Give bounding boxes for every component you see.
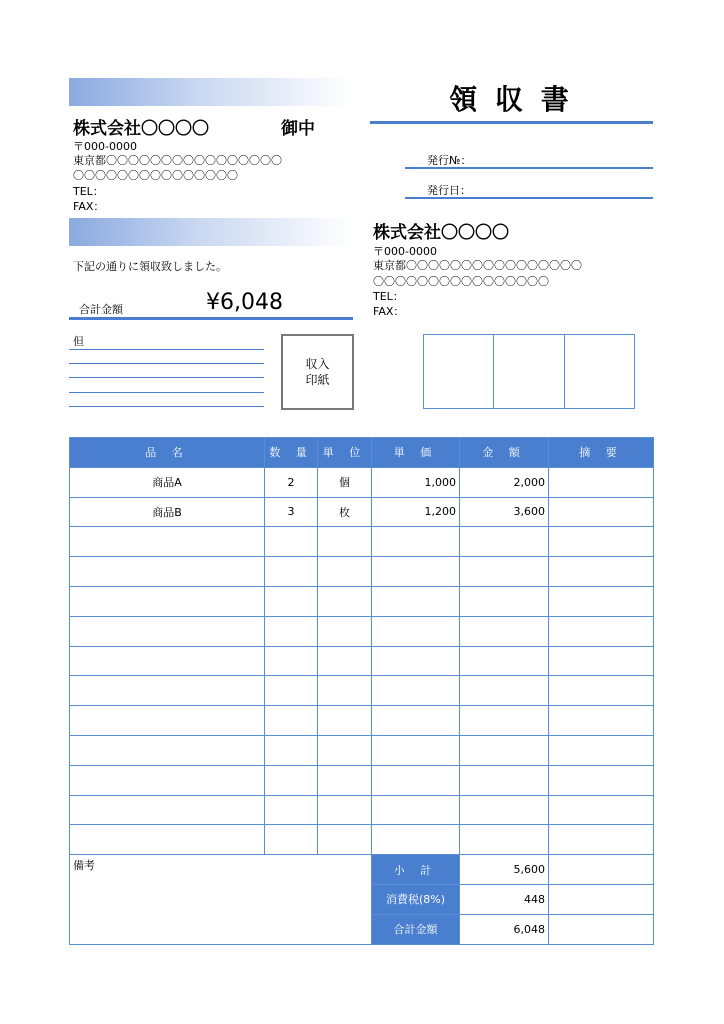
unit-cell (318, 527, 372, 557)
revenue-stamp-box (281, 334, 354, 410)
table-row (70, 586, 654, 616)
issuer-fax: FAX： (373, 305, 405, 318)
unit-price-cell (372, 676, 460, 706)
unit-price-cell: 1,200 (372, 497, 460, 527)
amount-cell (460, 735, 549, 765)
unit-cell: 個 (318, 467, 372, 497)
grand-total-value: 6,048 (460, 914, 549, 944)
amount-cell (460, 706, 549, 736)
header-item-name: 品 名 (70, 438, 265, 468)
item-name-cell (70, 586, 265, 616)
item-name-cell (70, 646, 265, 676)
table-row (70, 467, 654, 497)
remarks-cell (549, 765, 654, 795)
purpose-line-1 (69, 349, 264, 350)
total-amount-label: 合計金額 (79, 303, 123, 316)
quantity-cell (265, 586, 318, 616)
item-name-cell: 商品B (70, 497, 265, 527)
unit-cell (318, 616, 372, 646)
header-unit: 単 位 (318, 438, 372, 468)
revenue-stamp-line-1: 収入 (305, 357, 330, 371)
quantity-cell (265, 676, 318, 706)
amount-cell (460, 586, 549, 616)
unit-price-cell (372, 586, 460, 616)
recipient-postal: 〒000-0000 (73, 140, 137, 153)
receipt-header-bar (69, 218, 353, 246)
subtotal-label: 小 計 (372, 855, 460, 885)
document-title: 領 収 書 (449, 83, 573, 116)
subtotal-row (70, 855, 654, 885)
item-name-cell (70, 616, 265, 646)
remarks-cell (549, 646, 654, 676)
recipient-address-2: 〇〇〇〇〇〇〇〇〇〇〇〇〇〇〇 (73, 169, 238, 182)
quantity-cell: 3 (265, 497, 318, 527)
recipient-company: 株式会社〇〇〇〇 (73, 119, 209, 139)
recipient-tel: TEL： (73, 185, 104, 198)
remarks-cell (549, 527, 654, 557)
table-row (70, 616, 654, 646)
table-row (70, 795, 654, 825)
purpose-label: 但 (73, 335, 84, 348)
item-name-cell (70, 735, 265, 765)
amount-cell (460, 795, 549, 825)
header-quantity: 数 量 (265, 438, 318, 468)
issuer-postal: 〒000-0000 (373, 245, 437, 258)
unit-price-cell (372, 557, 460, 587)
subtotal-remarks-cell (549, 855, 654, 885)
unit-price-cell (372, 795, 460, 825)
unit-price-cell (372, 527, 460, 557)
purpose-line-5 (69, 406, 264, 407)
tax-value: 448 (460, 884, 549, 914)
table-row (70, 676, 654, 706)
amount-cell (460, 616, 549, 646)
quantity-cell (265, 765, 318, 795)
issuer-address-1: 東京都〇〇〇〇〇〇〇〇〇〇〇〇〇〇〇〇 (373, 259, 582, 272)
seal-box-3 (564, 334, 635, 409)
table-row (70, 646, 654, 676)
recipient-honorific: 御中 (281, 119, 315, 139)
unit-cell (318, 765, 372, 795)
unit-cell (318, 586, 372, 616)
grand-total-remarks-cell (549, 914, 654, 944)
remarks-cell (549, 795, 654, 825)
item-name-cell: 商品A (70, 467, 265, 497)
header-amount: 金 額 (460, 438, 549, 468)
tax-label: 消費税(8%) (372, 884, 460, 914)
quantity-cell (265, 706, 318, 736)
issue-number-line (405, 167, 653, 169)
quantity-cell: 2 (265, 467, 318, 497)
amount-cell (460, 676, 549, 706)
purpose-line-2 (69, 363, 264, 364)
unit-cell (318, 676, 372, 706)
remarks-cell (549, 676, 654, 706)
issuer-company: 株式会社〇〇〇〇 (373, 223, 509, 243)
issue-date-label: 発行日： (427, 184, 471, 197)
amount-cell (460, 527, 549, 557)
tax-remarks-cell (549, 884, 654, 914)
unit-price-cell (372, 706, 460, 736)
issuer-tel: TEL： (373, 290, 404, 303)
items-table (69, 437, 654, 945)
table-row (70, 557, 654, 587)
issuer-address-2: 〇〇〇〇〇〇〇〇〇〇〇〇〇〇〇〇 (373, 275, 549, 288)
recipient-header-bar (69, 78, 353, 106)
quantity-cell (265, 795, 318, 825)
item-name-cell (70, 557, 265, 587)
remarks-cell (549, 706, 654, 736)
header-remarks: 摘 要 (549, 438, 654, 468)
table-row (70, 825, 654, 855)
unit-cell (318, 795, 372, 825)
unit-cell (318, 646, 372, 676)
receipt-statement: 下記の通りに領収致しました。 (73, 260, 227, 273)
unit-price-cell (372, 646, 460, 676)
quantity-cell (265, 557, 318, 587)
purpose-line-3 (69, 377, 264, 378)
revenue-stamp-line-2: 印紙 (305, 373, 330, 387)
remarks-cell (549, 467, 654, 497)
table-row (70, 735, 654, 765)
purpose-line-4 (69, 392, 264, 393)
subtotal-value: 5,600 (460, 855, 549, 885)
unit-price-cell: 1,000 (372, 467, 460, 497)
amount-cell (460, 825, 549, 855)
amount-cell (460, 765, 549, 795)
unit-cell (318, 557, 372, 587)
quantity-cell (265, 646, 318, 676)
amount-cell (460, 557, 549, 587)
unit-price-cell (372, 825, 460, 855)
table-row (70, 765, 654, 795)
table-row (70, 497, 654, 527)
recipient-fax: FAX： (73, 200, 105, 213)
unit-price-cell (372, 616, 460, 646)
title-underline (370, 121, 653, 124)
item-name-cell (70, 706, 265, 736)
remarks-cell (549, 586, 654, 616)
quantity-cell (265, 825, 318, 855)
total-amount-value: ¥6,048 (206, 290, 283, 315)
seal-box-2 (493, 334, 565, 409)
item-name-cell (70, 676, 265, 706)
header-unit-price: 単 価 (372, 438, 460, 468)
item-name-cell (70, 795, 265, 825)
quantity-cell (265, 735, 318, 765)
unit-cell (318, 706, 372, 736)
item-name-cell (70, 765, 265, 795)
grand-total-label: 合計金額 (372, 914, 460, 944)
remarks-cell (549, 735, 654, 765)
amount-cell (460, 646, 549, 676)
item-name-cell (70, 527, 265, 557)
amount-cell: 3,600 (460, 497, 549, 527)
table-header-row (70, 438, 654, 468)
quantity-cell (265, 616, 318, 646)
remarks-cell (549, 616, 654, 646)
unit-cell: 枚 (318, 497, 372, 527)
unit-price-cell (372, 735, 460, 765)
amount-cell: 2,000 (460, 467, 549, 497)
issue-date-line (405, 197, 653, 199)
issue-number-label: 発行№： (427, 154, 472, 167)
item-name-cell (70, 825, 265, 855)
remarks-label: 備考 (73, 859, 95, 873)
table-row (70, 706, 654, 736)
unit-cell (318, 735, 372, 765)
remarks-cell (549, 825, 654, 855)
recipient-address-1: 東京都〇〇〇〇〇〇〇〇〇〇〇〇〇〇〇〇 (73, 154, 282, 167)
quantity-cell (265, 527, 318, 557)
unit-price-cell (372, 765, 460, 795)
total-amount-underline (69, 317, 353, 320)
seal-box-1 (423, 334, 494, 409)
remarks-area (70, 855, 372, 944)
unit-cell (318, 825, 372, 855)
remarks-cell (549, 557, 654, 587)
table-row (70, 527, 654, 557)
remarks-cell (549, 497, 654, 527)
